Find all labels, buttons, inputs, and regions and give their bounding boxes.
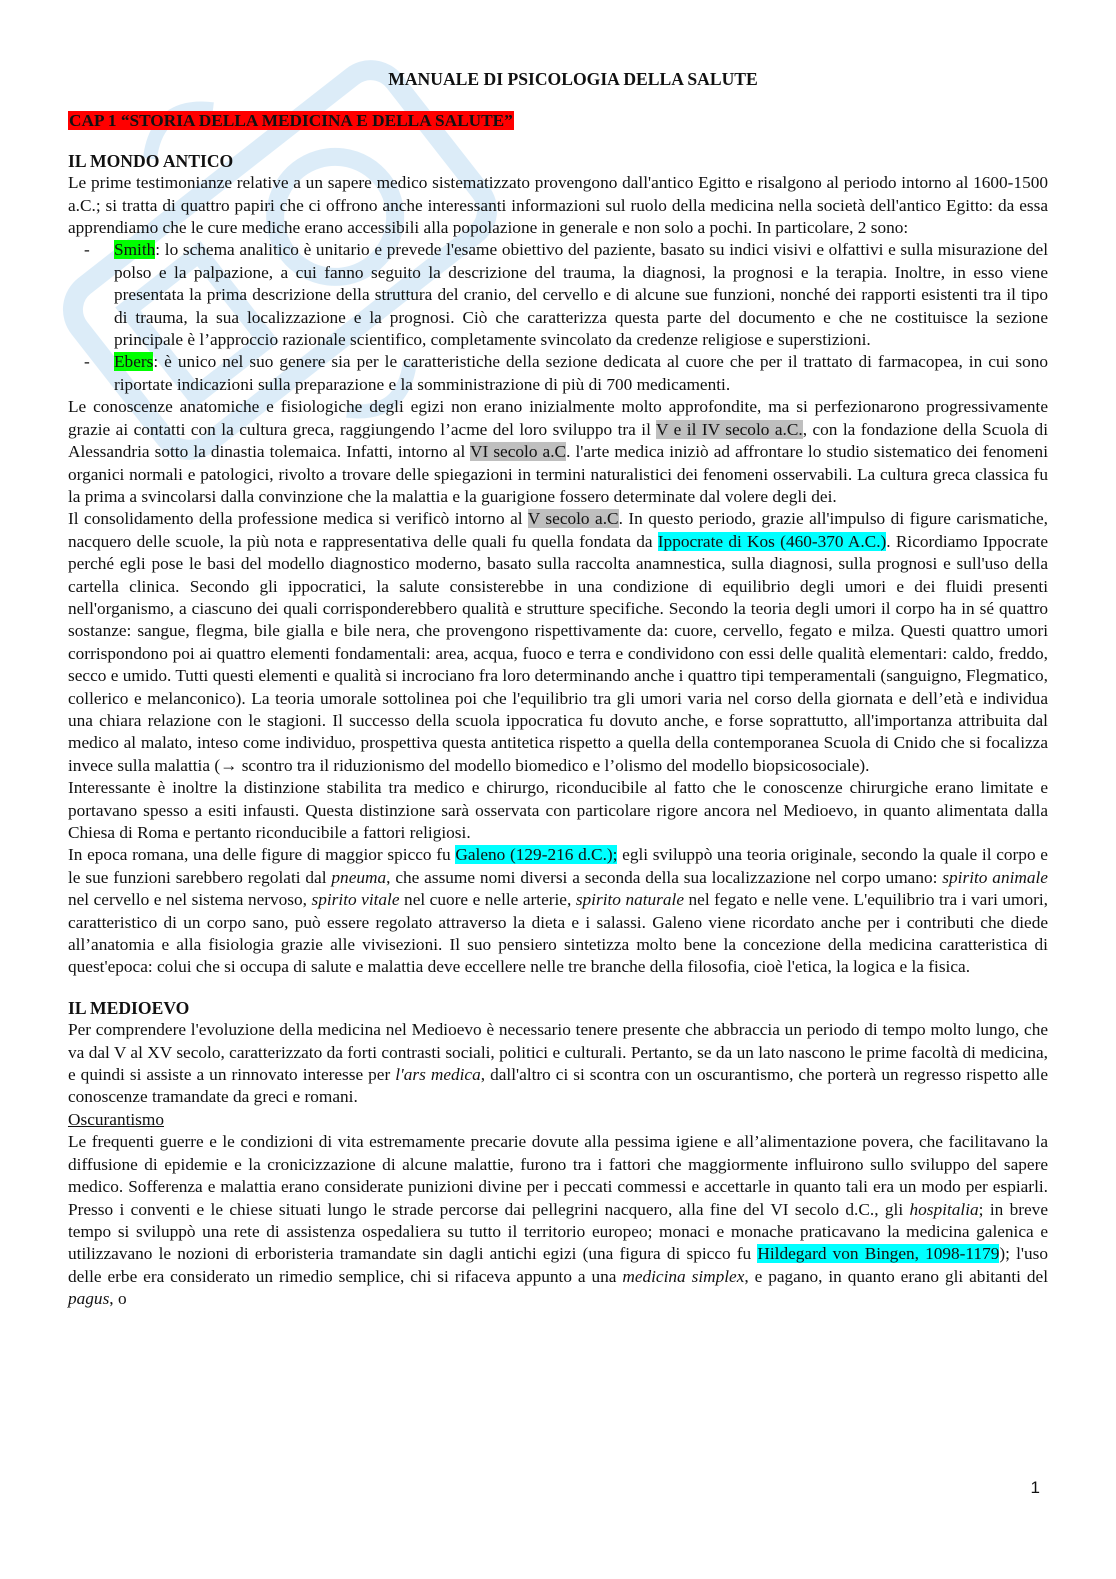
text-run: . l'arte medica iniziò ad affrontare lo studio sistematico dei fenomeni organici normali e patologici, rivolto a trovare delle spiegazioni in termini naturalistici dei fenomeni osservabili. La cultura greca classica fu la prima a svincolarsi dalla convinzione che la malattia e la guarigione fossero determinate dal volere degli dei.	[68, 442, 1048, 506]
italic-term: spirito vitale	[311, 890, 400, 910]
text-run: , dall'altro ci si scontra con un oscurantismo, che porterà un regresso rispetto alle conoscenze tramandate da greci e romani.	[68, 1065, 1049, 1107]
document-content	[68, 68, 1048, 1311]
chapter-heading	[68, 110, 1048, 132]
text-run: , o	[109, 1289, 127, 1309]
italic-term: hospitalia	[909, 1199, 979, 1219]
highlight-person: Hildegard von Bingen, 1098-1179	[757, 1244, 1000, 1264]
highlight-person: Galeno (129-216 d.C.);	[455, 845, 618, 865]
italic-term: medicina simplex	[622, 1266, 745, 1286]
text-run: , con la fondazione della Scuola di Alessandria sotto la dinastia tolemaica. Infatti, intorno al	[68, 419, 1048, 462]
chapter-heading-text: CAP 1 “STORIA DELLA MEDICINA E DELLA SALUTE”	[69, 111, 513, 131]
text-run: nel fegato e nelle vene. L'equilibrio tra i vari umori, caratteristico di un corpo sano, può essere regolato attraverso la dieta e i salassi. Galeno viene ricordato anche per i contributi che diede all’anatomia e alla fisiologia grazie alle vivisezioni. Il suo pensiero sintetizza molto bene la concezione della medicina caratteristica di quest'epoca: colui che si occupa di salute e malattia deve eccellere nelle tre branche della filosofia, cioè l'etica, la logica e la fisica.	[68, 890, 1049, 977]
section-heading-medieval: IL MEDIOEVO	[68, 997, 190, 1018]
text-run: In epoca romana, una delle figure di maggior spicco fu	[68, 845, 456, 865]
section-heading-ancient: IL MONDO ANTICO	[68, 150, 234, 171]
highlight-term: Smith	[114, 240, 156, 260]
paragraph-surgeon: Interessante è inoltre la distinzione stabilita tra medico e chirurgo, riconducibile al fatto che le conoscenze chirurgiche erano limitate e portavano spesso a esiti infausti. Questa distinzione sarà osservata con particolare rigore ancora nel Medioevo, in quanto alimentata dalla Chiesa di Roma e pertanto riconducibile a fattori religiosi.	[68, 778, 1048, 842]
list-item	[68, 351, 1048, 396]
list-item-text: : lo schema analitico è unitario e prevede l'esame obiettivo del paziente, basato su indici visivi e olfattivi e sulla misurazione del polso e la palpazione, a cui fanno seguito la descrizione del trauma, la diagnosi, la prognosi e la terapia. Inoltre, in esso viene presentata la prima descrizione della struttura del cranio, del cervello e di alcune sue funzioni, nonché dei rapporti esistenti tra il tipo di trauma, la sua localizzazione e la prognosi. Ciò che caratterizza questa parte del documento e che ne costituisce la sezione principale è l’approccio razionale scientifico, completamente svincolato da credenze religiose e superstizioni.	[114, 240, 1048, 350]
text-run: . In questo periodo, grazie all'impulso di figure carismatiche, nacquero delle scuole, la più nota e rappresentativa delle quali fu quella fondata da	[68, 509, 1048, 551]
highlight-term: Ebers	[114, 352, 154, 372]
text-run: Le conoscenze anatomiche e fisiologiche degli egizi non erano inizialmente molto approfondite, ma si perfezionarono progressivamente grazie ai contatti con la cultura greca, raggiungendo l’acme del loro sviluppo tra il	[68, 397, 1048, 439]
text-run: Il consolidamento della professione medica si verificò intorno al	[68, 509, 528, 529]
text-run: Per comprendere l'evoluzione della medicina nel Medioevo è necessario tenere presente che abbraccia un periodo di tempo molto lungo, che va dal V al XV secolo, caratterizzato da forti contrasti sociali, politici e culturali. Pertanto, se da un lato nascono le prime facoltà di medicina, e quindi si assiste a un rinnovato interesse per	[68, 1020, 1048, 1085]
section-spacer	[68, 979, 1048, 997]
paragraph-intro: Le prime testimonianze relative a un sapere medico sistematizzato provengono dall'antico Egitto e risalgono al periodo intorno al 1600-1500 a.C.; si tratta di quattro papiri che ci offrono anche interessanti informazioni sul ruolo della medicina nella società dell'antico Egitto: da essa apprendiamo che le cure mediche erano accessibili alla popolazione in generale e non solo a pochi. In particolare, 2 sono:	[68, 173, 1048, 238]
italic-term: spirito naturale	[575, 890, 685, 910]
papyri-list	[68, 239, 1048, 396]
paragraph-hippocrates	[68, 508, 1048, 777]
list-dash: -	[84, 240, 90, 260]
paragraph-galen	[68, 844, 1048, 978]
text-run: Le frequenti guerre e le condizioni di vita estremamente precarie dovute alla pessima igiene e all’alimentazione povera, che facilitavano la diffusione di epidemie e la cronicizzazione di alcune malattie, furono tra i fattori che maggiormente influirono sullo sviluppo del sapere medico. Sofferenza e malattia erano considerate punizioni divine per i peccati commessi e accettarle in quanto tali era un modo per espiarli. Presso i conventi e le chiese situati lungo le strade percorse dai pellegrini nacquero, alla fine del VI secolo d.C., gli	[68, 1132, 1048, 1219]
highlight-date: V e il IV secolo a.C.	[656, 419, 803, 439]
paragraph-egyptian-knowledge	[68, 396, 1048, 508]
paragraph-medieval-intro	[68, 1019, 1048, 1109]
text-run: ); l'uso delle erbe era considerato un rimedio semplice, chi si rifaceva appunto a una	[68, 1244, 1048, 1286]
paragraph-obscurantism	[68, 1131, 1048, 1310]
page-number: 1	[1030, 1478, 1040, 1497]
italic-term: l'ars medica	[395, 1065, 481, 1085]
text-run: egli sviluppò una teoria originale, secondo la quale il corpo e le sue funzioni sarebbero regolati dal	[68, 845, 1048, 887]
text-run: ; in breve tempo si sviluppò una rete di assistenza ospedaliera su tutto il territorio europeo; monaci e monache praticavano la medicina galenica e utilizzavano le nozioni di erboristeria tramandate sin dagli antichi egizi (una figura di spicco fu	[68, 1199, 1048, 1264]
italic-term: pagus	[68, 1289, 110, 1309]
text-run: nel cervello e nel sistema nervoso,	[68, 890, 312, 910]
highlight-date: VI secolo a.C	[470, 442, 567, 462]
text-run: , che assume nomi diversi a seconda della sua localizzazione nel corpo umano:	[386, 867, 943, 887]
document-title: MANUALE DI PSICOLOGIA DELLA SALUTE	[388, 69, 758, 89]
list-item	[68, 239, 1048, 351]
subheading-obscurantism: Oscurantismo	[68, 1109, 164, 1129]
text-run: nel cuore e nelle arterie,	[399, 890, 576, 910]
list-dash: -	[84, 352, 90, 372]
italic-term: pneuma	[331, 867, 387, 887]
highlight-person: Ippocrate di Kos (460-370 A.C.)	[657, 531, 887, 551]
text-run: , e pagano, in quanto erano gli abitanti del	[744, 1266, 1048, 1286]
text-run: . Ricordiamo Ippocrate perché egli pose le basi del modello diagnostico moderno, basato sulla raccolta anamnestica, sulla diagnosi, sulla prognosi e sull'uso della cartella clinica. Secondo gli ippocratici, la salute consisterebbe in una condizione di equilibrio degli umori e dei fluidi presenti nell'organismo, a ciascuno dei quali corrisponderebbero qualità e strutture specifiche. Secondo la teoria degli umori il corpo ha in sé quattro sostanze: sangue, flegma, bile gialla e bile nera, che provengono rispettivamente da: cuore, cervello, fegato e milza. Questi quattro umori corrispondono poi ai quattro elementi fondamentali: area, acqua, fuoco e terra e condividono con essi delle qualità elementari: caldo, freddo, secco e umido. Tutti questi elementi e qualità si incrociano fra loro determinando anche i quattro tipi temperamentali (sanguigno, Flegmatico, collerico e melanconico). La teoria umorale sottolinea poi che l'equilibrio tra gli umori varia nel corso della giornata e dell’età e individua una chiara relazione con le stagioni. Il successo della scuola ippocratica fu dovuto anche, e forse soprattutto, all'importanza attribuita dal medico al malato, inteso come individuo, prospettiva questa antitetica rispetto a quella della contemporanea Scuola di Cnido che si focalizza invece sulla malattia (→ scontro tra il riduzionismo del modello biomedico e l’olismo del modello biopsicosociale).	[68, 531, 1049, 775]
list-item-text: : è unico nel suo genere sia per le caratteristiche della sezione dedicata al cuore che per il trattato di farmacopea, in cui sono riportate indicazioni sulla preparazione e la somministrazione di più di 700 medicamenti.	[114, 352, 1048, 394]
italic-term: spirito animale	[942, 867, 1048, 887]
highlight-date: V secolo a.C	[527, 509, 619, 529]
